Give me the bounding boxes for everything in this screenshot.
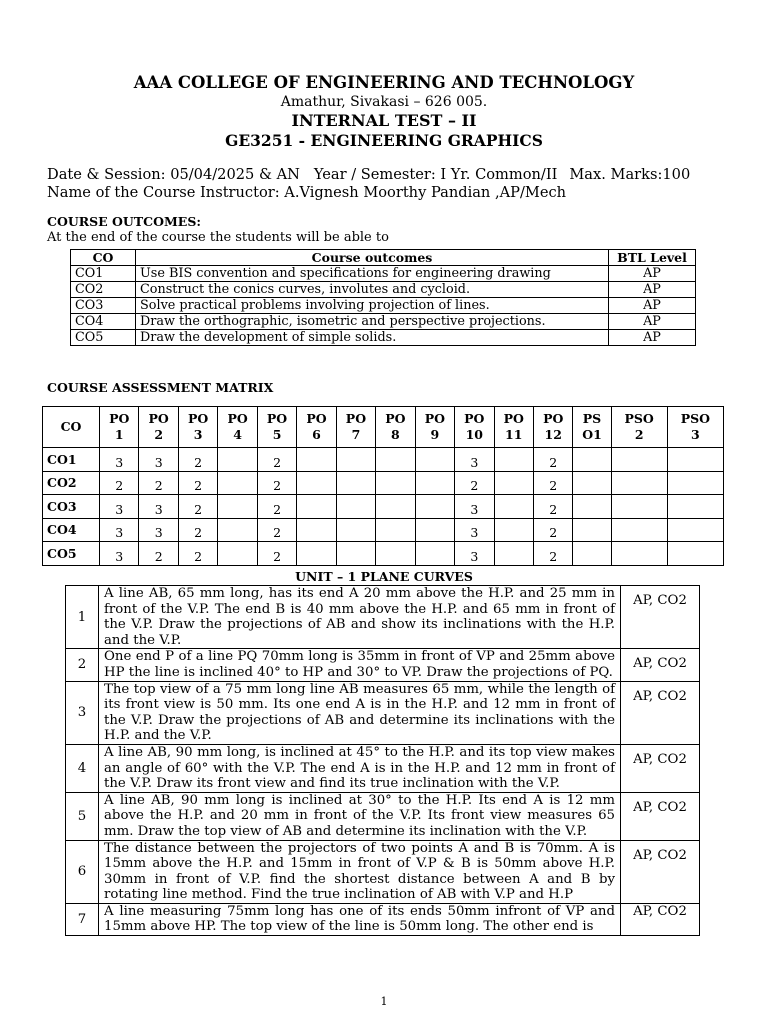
- assessment-matrix-heading: COURSE ASSESSMENT MATRIX: [47, 380, 274, 395]
- mapping-cell: [415, 471, 454, 495]
- table-row: [43, 448, 724, 472]
- mapping-cell: [376, 518, 415, 542]
- mapping-cell: [218, 448, 257, 472]
- question-text: [99, 792, 621, 840]
- co-cell: CO4: [71, 314, 136, 330]
- question-text: [99, 744, 621, 792]
- question-text-content: The top view of a 75 mm long line AB measures 65 mm, while the length of its front view is 50 mm. Its one end A is in the H.P. and 12 mm in front of the V.P. Draw the projections of AB and determine its inclinations with the H.P. and the V.P.: [104, 681, 615, 744]
- question-text-content: A line AB, 65 mm long, has its end A 20 mm above the H.P. and 25 mm in front of the V.P. The end B is 40 mm above the H.P. and 65 mm in front of the V.P. Draw the projections of AB and show its inclinations with the H.P. and the V.P.: [104, 586, 615, 648]
- column-header: BTL Level: [609, 250, 696, 266]
- mapping-cell: [336, 471, 375, 495]
- column-header: [178, 407, 217, 448]
- column-header-label: PO: [345, 411, 367, 426]
- column-header-number: 2: [634, 427, 644, 442]
- column-header: [611, 407, 667, 448]
- question-mark: AP, CO2: [621, 649, 700, 681]
- outcome-cell: Draw the development of simple solids.: [136, 330, 609, 346]
- column-header: [139, 407, 178, 448]
- column-header-label: PSO: [680, 411, 711, 426]
- column-header-number: 5: [272, 427, 282, 442]
- mapping-cell: [611, 471, 667, 495]
- mapping-cell: [573, 448, 611, 472]
- column-header-number: 11: [505, 427, 523, 442]
- column-header-number: 1: [114, 427, 124, 442]
- column-header-number: 9: [430, 427, 440, 442]
- mapping-cell: 2: [533, 542, 572, 566]
- column-header-number: 10: [465, 427, 483, 442]
- column-header-label: PO: [503, 411, 524, 426]
- column-header-label: PO: [227, 411, 248, 426]
- column-header: [533, 407, 572, 448]
- mapping-cell: [297, 495, 336, 519]
- question-mark: AP, CO2: [621, 681, 700, 744]
- mapping-cell: [573, 542, 611, 566]
- column-header: [376, 407, 415, 448]
- mapping-cell: 3: [100, 542, 139, 566]
- column-header-label: PO: [424, 411, 445, 426]
- outcome-cell: Solve practical problems involving projection of lines.: [136, 298, 609, 314]
- column-header: [573, 407, 611, 448]
- mapping-cell: 2: [178, 448, 217, 472]
- mapping-cell: [336, 448, 375, 472]
- questions-table: [65, 585, 700, 936]
- column-header-number: 2: [154, 427, 164, 442]
- question-text: [99, 903, 621, 935]
- mapping-cell: 2: [178, 471, 217, 495]
- mapping-cell: 2: [257, 542, 296, 566]
- mapping-cell: 2: [257, 518, 296, 542]
- column-header-number: O1: [582, 427, 602, 442]
- co-cell: CO1: [43, 448, 100, 472]
- mapping-cell: [297, 448, 336, 472]
- mapping-cell: 2: [257, 495, 296, 519]
- co-cell: CO2: [71, 282, 136, 298]
- page-number: 1: [380, 995, 388, 1008]
- table-row: [43, 495, 724, 519]
- mapping-cell: [218, 518, 257, 542]
- college-name: AAA COLLEGE OF ENGINEERING AND TECHNOLOGY: [133, 73, 635, 92]
- mapping-cell: [336, 542, 375, 566]
- mapping-cell: 3: [455, 542, 494, 566]
- question-text: [99, 681, 621, 744]
- question-number: 7: [66, 903, 99, 935]
- table-header-row: [43, 407, 724, 448]
- mapping-cell: 2: [257, 471, 296, 495]
- college-address: Amathur, Sivakasi – 626 005.: [280, 94, 488, 110]
- mapping-cell: [667, 518, 723, 542]
- mapping-cell: [376, 495, 415, 519]
- column-header: CO: [71, 250, 136, 266]
- column-header: [43, 407, 100, 448]
- mapping-cell: [218, 471, 257, 495]
- question-number: 2: [66, 649, 99, 681]
- mapping-cell: [573, 495, 611, 519]
- co-cell: CO5: [43, 542, 100, 566]
- column-header-label: PO: [148, 411, 169, 426]
- column-header-number: 8: [391, 427, 400, 442]
- mapping-cell: 2: [257, 448, 296, 472]
- mapping-cell: [297, 518, 336, 542]
- btl-cell: AP: [609, 314, 696, 330]
- question-number: 5: [66, 792, 99, 840]
- mapping-cell: [415, 495, 454, 519]
- mapping-cell: [667, 448, 723, 472]
- date-session: Date & Session: 05/04/2025 & AN: [47, 166, 300, 183]
- question-row: [66, 586, 700, 649]
- mapping-cell: 3: [139, 495, 178, 519]
- column-header-number: 7: [351, 427, 361, 442]
- question-row: [66, 903, 700, 935]
- course-title: GE3251 - ENGINEERING GRAPHICS: [225, 131, 543, 150]
- mapping-cell: 2: [533, 448, 572, 472]
- mapping-cell: 3: [139, 448, 178, 472]
- column-header-label: PO: [187, 411, 209, 426]
- table-row: [71, 314, 696, 330]
- mapping-cell: [218, 542, 257, 566]
- column-header: [336, 407, 375, 448]
- mapping-cell: [667, 471, 723, 495]
- mapping-cell: 3: [100, 518, 139, 542]
- mapping-cell: 2: [139, 542, 178, 566]
- mapping-cell: 2: [533, 495, 572, 519]
- question-mark: AP, CO2: [621, 903, 700, 935]
- mapping-cell: 3: [455, 448, 494, 472]
- table-row: [71, 298, 696, 314]
- column-header-number: 6: [312, 427, 321, 442]
- mapping-cell: 2: [533, 518, 572, 542]
- mapping-cell: 3: [139, 518, 178, 542]
- btl-cell: AP: [609, 298, 696, 314]
- mapping-cell: [611, 518, 667, 542]
- question-number: 1: [66, 586, 99, 649]
- mapping-cell: [494, 518, 533, 542]
- outcome-cell: Draw the orthographic, isometric and perspective projections.: [136, 314, 609, 330]
- mapping-cell: 2: [178, 495, 217, 519]
- mapping-cell: [667, 542, 723, 566]
- mapping-cell: 2: [455, 471, 494, 495]
- mapping-cell: [573, 471, 611, 495]
- mapping-cell: [667, 495, 723, 519]
- question-mark: AP, CO2: [621, 586, 700, 649]
- test-title: INTERNAL TEST – II: [291, 111, 477, 130]
- btl-cell: AP: [609, 282, 696, 298]
- mapping-cell: [376, 448, 415, 472]
- column-header-number: 3: [193, 427, 203, 442]
- question-text: [99, 586, 621, 649]
- mapping-cell: [415, 518, 454, 542]
- max-marks: Max. Marks:100: [569, 166, 691, 183]
- question-text: [99, 840, 621, 903]
- co-cell: CO1: [71, 266, 136, 282]
- question-text-content: A line measuring 75mm long has one of its ends 50mm infront of VP and 15mm above HP. The top view of the line is 50mm long. The other end is: [104, 903, 615, 935]
- instructor-line: Name of the Course Instructor: A.Vignesh Moorthy Pandian ,AP/Mech: [47, 184, 567, 201]
- mapping-cell: [494, 542, 533, 566]
- btl-cell: AP: [609, 330, 696, 346]
- co-cell: CO5: [71, 330, 136, 346]
- column-header-label: CO: [60, 419, 82, 434]
- column-header: [415, 407, 454, 448]
- co-cell: CO3: [43, 495, 100, 519]
- mapping-cell: [611, 495, 667, 519]
- mapping-cell: [376, 471, 415, 495]
- mapping-cell: [611, 448, 667, 472]
- mapping-cell: [494, 495, 533, 519]
- question-text-content: One end P of a line PQ 70mm long is 35mm in front of VP and 25mm above HP the line is inclined 40° to HP and 30° to VP. Draw the projections of PQ.: [104, 649, 615, 680]
- column-header-label: PS: [582, 411, 602, 426]
- outcome-cell: Use BIS convention and specifications for engineering drawing: [136, 266, 609, 282]
- column-header-label: PO: [266, 411, 288, 426]
- table-row: [43, 471, 724, 495]
- column-header: [218, 407, 257, 448]
- column-header-label: PO: [385, 411, 406, 426]
- column-header: [494, 407, 533, 448]
- mapping-cell: [494, 471, 533, 495]
- mapping-cell: [297, 471, 336, 495]
- question-number: 6: [66, 840, 99, 903]
- mapping-cell: [415, 542, 454, 566]
- column-header-number: 3: [691, 427, 700, 442]
- question-mark: AP, CO2: [621, 792, 700, 840]
- mapping-cell: [573, 518, 611, 542]
- mapping-cell: 2: [178, 518, 217, 542]
- mapping-cell: 2: [100, 471, 139, 495]
- course-outcomes-table: [70, 249, 696, 346]
- question-text: [99, 649, 621, 681]
- table-row: [71, 282, 696, 298]
- question-row: [66, 744, 700, 792]
- mapping-cell: [336, 518, 375, 542]
- question-text-content: The distance between the projectors of two points A and B is 70mm. A is 15mm above the H.P. and 15mm in front of V.P & B is 50mm above H.P. 30mm in front of V.P. find the shortest distance between A and B by rotating line method. Find the true inclination of AB with V.P and H.P: [104, 840, 615, 903]
- table-row: [71, 266, 696, 282]
- table-header-row: [71, 250, 696, 266]
- table-row: [43, 542, 724, 566]
- column-header-number: 4: [233, 427, 242, 442]
- column-header: Course outcomes: [136, 250, 609, 266]
- mapping-cell: 3: [100, 448, 139, 472]
- question-number: 3: [66, 681, 99, 744]
- question-row: [66, 840, 700, 903]
- co-cell: CO2: [43, 471, 100, 495]
- co-cell: CO4: [43, 518, 100, 542]
- mapping-cell: 2: [178, 542, 217, 566]
- course-outcomes-heading: COURSE OUTCOMES:: [47, 214, 201, 229]
- co-cell: CO3: [71, 298, 136, 314]
- column-header-label: PO: [464, 411, 485, 426]
- column-header-label: PO: [109, 411, 130, 426]
- mapping-cell: [415, 448, 454, 472]
- table-row: [43, 518, 724, 542]
- column-header: [100, 407, 139, 448]
- column-header-number: 12: [544, 427, 562, 442]
- mapping-cell: 3: [455, 518, 494, 542]
- mapping-cell: [611, 542, 667, 566]
- mapping-cell: [494, 448, 533, 472]
- column-header: [455, 407, 494, 448]
- assessment-matrix-table: [42, 406, 724, 566]
- column-header-label: PSO: [624, 411, 654, 426]
- column-header: [667, 407, 723, 448]
- mapping-cell: 3: [455, 495, 494, 519]
- table-row: [71, 330, 696, 346]
- exam-info-line: [47, 166, 757, 183]
- question-mark: AP, CO2: [621, 840, 700, 903]
- question-row: [66, 649, 700, 681]
- outcome-cell: Construct the conics curves, involutes and cycloid.: [136, 282, 609, 298]
- column-header: [257, 407, 296, 448]
- mapping-cell: 3: [100, 495, 139, 519]
- mapping-cell: [218, 495, 257, 519]
- mapping-cell: [297, 542, 336, 566]
- question-row: [66, 792, 700, 840]
- question-text-content: A line AB, 90 mm long, is inclined at 45° to the H.P. and its top view makes an angle of 60° with the V.P. The end A is in the H.P. and 12 mm in front of the V.P. Draw its front view and find its true inclination with the V.P.: [104, 744, 615, 792]
- mapping-cell: [376, 542, 415, 566]
- column-header-label: PO: [306, 411, 327, 426]
- question-number: 4: [66, 744, 99, 792]
- question-text-content: A line AB, 90 mm long is inclined at 30° to the H.P. Its end A is 12 mm above the H.P. and 20 mm in front of the V.P. Its front view measures 65 mm. Draw the top view of AB and determine its inclination with the V.P.: [104, 792, 615, 839]
- mapping-cell: 2: [139, 471, 178, 495]
- year-semester: Year / Semester: I Yr. Common/II: [313, 166, 558, 183]
- question-row: [66, 681, 700, 744]
- column-header: [297, 407, 336, 448]
- column-header-label: PO: [543, 411, 564, 426]
- mapping-cell: 2: [533, 471, 572, 495]
- question-mark: AP, CO2: [621, 744, 700, 792]
- unit-title: UNIT – 1 PLANE CURVES: [295, 569, 473, 584]
- course-outcomes-intro: At the end of the course the students will be able to: [47, 230, 389, 245]
- mapping-cell: [336, 495, 375, 519]
- btl-cell: AP: [609, 266, 696, 282]
